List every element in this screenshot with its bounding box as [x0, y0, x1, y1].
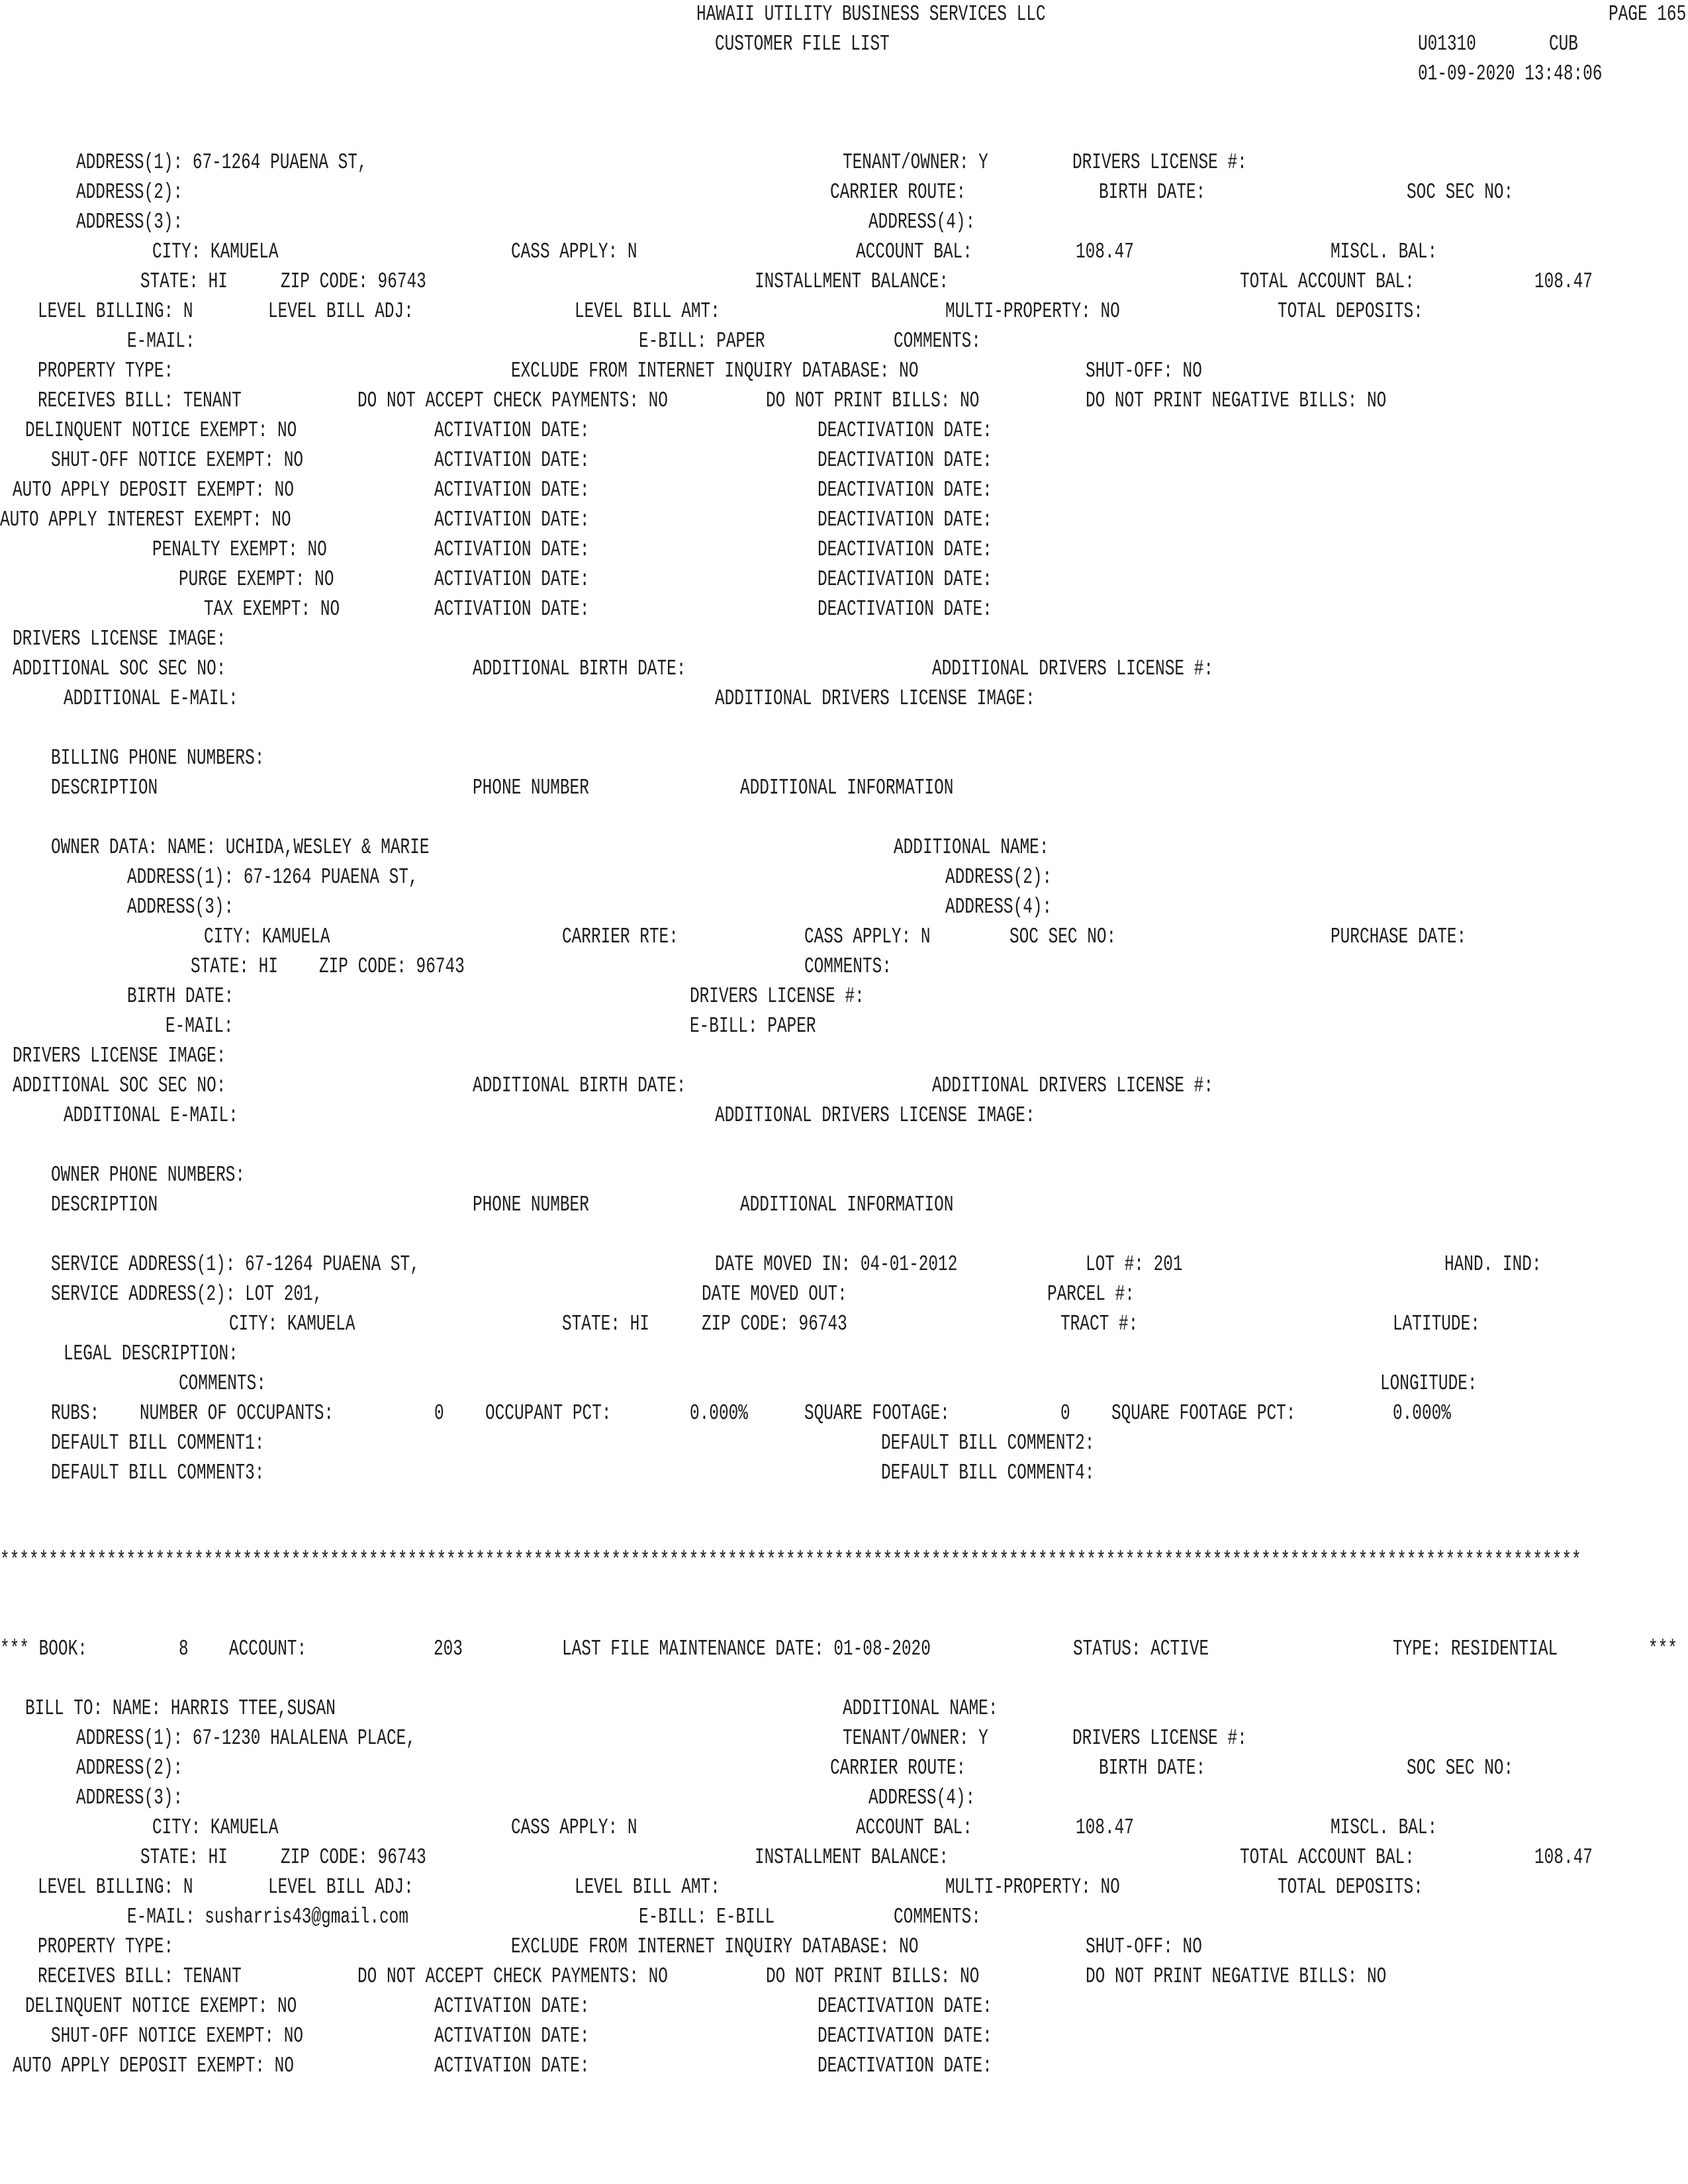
report-field: 0.000% — [1393, 1401, 1451, 1426]
report-line — [0, 1459, 1688, 1488]
report-field: COMMENTS: — [179, 1371, 266, 1396]
report-field: RECEIVES BILL: TENANT — [38, 1964, 242, 1989]
report-field: DRIVERS LICENSE IMAGE: — [13, 627, 226, 651]
report-field: RUBS: — [51, 1401, 100, 1426]
report-field: MISCL. BAL: — [1331, 240, 1438, 264]
report-field: SHUT-OFF NOTICE EXEMPT: NO — [51, 448, 304, 473]
report-field: DEACTIVATION DATE: — [818, 1994, 992, 2019]
report-field: LEVEL BILL ADJ: — [268, 1875, 414, 1899]
report-field: DEACTIVATION DATE: — [818, 597, 992, 621]
report-line — [0, 446, 1688, 475]
report-field: ZIP CODE: 96743 — [281, 269, 426, 294]
report-field: BIRTH DATE: — [1099, 1756, 1206, 1780]
report-field: STATUS: ACTIVE — [1073, 1637, 1209, 1661]
report-line — [0, 297, 1688, 326]
report-field: SHUT-OFF: NO — [1086, 1934, 1202, 1959]
report-field: 0 — [1060, 1401, 1070, 1426]
report-field: DEACTIVATION DATE: — [818, 508, 992, 532]
report-field: BIRTH DATE: — [1099, 180, 1206, 205]
report-field: PHONE NUMBER — [473, 1193, 589, 1217]
report-field: CASS APPLY: N — [804, 925, 931, 949]
report-field: CASS APPLY: N — [511, 240, 637, 264]
report-line — [0, 1843, 1688, 1872]
report-field: ADDRESS(3): — [127, 895, 234, 919]
report-field: E-MAIL: — [165, 1014, 234, 1038]
report-field: PHONE NUMBER — [473, 776, 589, 800]
report-field: E-BILL: PAPER — [690, 1014, 816, 1038]
report-field: CITY: KAMUELA — [152, 1815, 279, 1840]
report-field: ADDRESS(4): — [868, 1786, 976, 1810]
report-line — [0, 416, 1688, 445]
report-line — [0, 1694, 1688, 1723]
report-line — [0, 833, 1688, 862]
report-field: DO NOT PRINT NEGATIVE BILLS: NO — [1086, 388, 1387, 413]
report-field: HAWAII UTILITY BUSINESS SERVICES LLC — [696, 2, 1046, 26]
report-field: ADDITIONAL DRIVERS LICENSE IMAGE: — [715, 686, 1035, 711]
report-field: SERVICE ADDRESS(2): LOT 201, — [51, 1282, 323, 1306]
report-line — [0, 982, 1688, 1011]
report-field: DEACTIVATION DATE: — [818, 537, 992, 562]
report-field: PAGE 165 — [1609, 2, 1687, 26]
report-field: CARRIER ROUTE: — [830, 180, 966, 205]
report-field: DEACTIVATION DATE: — [818, 2024, 992, 2048]
report-field: DEFAULT BILL COMMENT4: — [881, 1461, 1095, 1485]
report-field: OWNER PHONE NUMBERS: — [51, 1163, 246, 1187]
report-field: DATE MOVED OUT: — [702, 1282, 847, 1306]
report-field: ADDRESS(2): — [76, 180, 183, 205]
report-field: STATE: HI — [191, 954, 278, 979]
report-field: STATE: HI — [562, 1312, 649, 1336]
report-field: 203 — [434, 1637, 463, 1661]
report-field: ACTIVATION DATE: — [434, 2024, 590, 2048]
report-line — [0, 1191, 1688, 1220]
report-line — [0, 208, 1688, 237]
report-field: CARRIER RTE: — [562, 925, 679, 949]
report-field: ADDITIONAL E-MAIL: — [64, 1103, 238, 1128]
report-line — [0, 2022, 1688, 2051]
report-line — [0, 1784, 1688, 1813]
report-line — [0, 1101, 1688, 1130]
report-field: DO NOT PRINT BILLS: NO — [766, 1964, 980, 1989]
report-field: RECEIVES BILL: TENANT — [38, 388, 242, 413]
report-line — [0, 1369, 1688, 1398]
report-field: DEACTIVATION DATE: — [818, 2054, 992, 2078]
report-field: SQUARE FOOTAGE PCT: — [1111, 1401, 1296, 1426]
report-line — [0, 148, 1688, 177]
report-field: STATE: HI — [140, 1845, 228, 1870]
report-field: AUTO APPLY DEPOSIT EXEMPT: NO — [13, 2054, 294, 2078]
report-field: SOC SEC NO: — [1009, 925, 1117, 949]
report-field: ACTIVATION DATE: — [434, 537, 590, 562]
report-field: ACTIVATION DATE: — [434, 478, 590, 502]
report-field: DEFAULT BILL COMMENT1: — [51, 1431, 265, 1455]
report-field: ACTIVATION DATE: — [434, 508, 590, 532]
report-field: LONGITUDE: — [1380, 1371, 1477, 1396]
report-line — [0, 744, 1688, 773]
report-field: TRACT #: — [1060, 1312, 1139, 1336]
report-field: ADDITIONAL SOC SEC NO: — [13, 1073, 226, 1098]
report-line — [0, 1340, 1688, 1369]
report-field: ADDITIONAL NAME: — [843, 1696, 998, 1721]
report-field: E-BILL: PAPER — [639, 329, 765, 353]
report-field: INSTALLMENT BALANCE: — [755, 1845, 949, 1870]
report-field: LOT #: 201 — [1086, 1252, 1183, 1277]
report-field: COMMENTS: — [894, 1905, 981, 1929]
report-field: PENALTY EXEMPT: NO — [152, 537, 327, 562]
report-field: 8 — [179, 1637, 189, 1661]
report-line — [0, 1310, 1688, 1339]
report-line — [0, 535, 1688, 565]
report-field: ******************************************************************************************************************************************************************* — [0, 1548, 1581, 1572]
report-line — [0, 1933, 1688, 1962]
report-field: COMMENTS: — [804, 954, 892, 979]
report-line — [0, 476, 1688, 505]
report-field: LEVEL BILLING: N — [38, 1875, 193, 1899]
report-field: LEVEL BILL AMT: — [575, 1875, 720, 1899]
report-field: 01-09-2020 13:48:06 — [1418, 62, 1603, 86]
report-line — [0, 387, 1688, 416]
report-field: LAST FILE MAINTENANCE DATE: 01-08-2020 — [562, 1637, 931, 1661]
report-field: SERVICE ADDRESS(1): 67-1264 PUAENA ST, — [51, 1252, 420, 1277]
report-line — [0, 1161, 1688, 1190]
report-field: AUTO APPLY INTEREST EXEMPT: NO — [0, 508, 291, 532]
report-line — [0, 595, 1688, 624]
report-field: ADDRESS(3): — [76, 210, 183, 234]
report-field: E-BILL: E-BILL — [639, 1905, 775, 1929]
report-field: TOTAL DEPOSITS: — [1278, 299, 1423, 324]
report-field: ADDITIONAL SOC SEC NO: — [13, 657, 226, 681]
report-field: ADDITIONAL DRIVERS LICENSE IMAGE: — [715, 1103, 1035, 1128]
report-field: ACTIVATION DATE: — [434, 1994, 590, 2019]
report-field: LATITUDE: — [1393, 1312, 1480, 1336]
report-field: STATE: HI — [140, 269, 228, 294]
report-field: SQUARE FOOTAGE: — [804, 1401, 950, 1426]
report-field: LEVEL BILL ADJ: — [268, 299, 414, 324]
report-field: DO NOT PRINT BILLS: NO — [766, 388, 980, 413]
report-field: SOC SEC NO: — [1407, 1756, 1514, 1780]
report-line — [0, 952, 1688, 981]
report-field: MULTI-PROPERTY: NO — [945, 1875, 1120, 1899]
report-line — [0, 1962, 1688, 1991]
report-field: PROPERTY TYPE: — [38, 1934, 174, 1959]
report-field: ADDITIONAL BIRTH DATE: — [473, 657, 686, 681]
report-field: 0.000% — [690, 1401, 748, 1426]
report-field: ACTIVATION DATE: — [434, 567, 590, 592]
report-field: ACTIVATION DATE: — [434, 418, 590, 443]
report-field: SHUT-OFF: NO — [1086, 359, 1202, 383]
report-line — [0, 1399, 1688, 1428]
report-field: PROPERTY TYPE: — [38, 359, 174, 383]
report-field: DELINQUENT NOTICE EXEMPT: NO — [25, 1994, 297, 2019]
report-field: BILL TO: NAME: HARRIS TTEE,SUSAN — [25, 1696, 336, 1721]
report-field: ADDRESS(1): 67-1264 PUAENA ST, — [127, 865, 418, 889]
report-field: EXCLUDE FROM INTERNET INQUIRY DATABASE: NO — [511, 1934, 919, 1959]
report-line — [0, 1280, 1688, 1309]
report-line — [0, 1754, 1688, 1783]
report-line — [0, 1042, 1688, 1071]
report-line — [0, 357, 1688, 386]
report-field: TOTAL DEPOSITS: — [1278, 1875, 1423, 1899]
report-field: DEFAULT BILL COMMENT2: — [881, 1431, 1095, 1455]
report-field: DESCRIPTION — [51, 1193, 158, 1217]
report-field: MISCL. BAL: — [1331, 1815, 1438, 1840]
report-field: ZIP CODE: 96743 — [281, 1845, 426, 1870]
report-field: ZIP CODE: 96743 — [319, 954, 465, 979]
report-field: ADDITIONAL E-MAIL: — [64, 686, 238, 711]
report-line — [0, 30, 1688, 59]
report-field: ACCOUNT BAL: — [856, 1815, 972, 1840]
report-field: DRIVERS LICENSE #: — [690, 984, 865, 1009]
report-field: ADDRESS(3): — [76, 1786, 183, 1810]
report-field: 108.47 — [1534, 269, 1593, 294]
report-line — [0, 0, 1688, 29]
report-field: ADDITIONAL DRIVERS LICENSE #: — [932, 1073, 1213, 1098]
report-field: LEGAL DESCRIPTION: — [64, 1342, 238, 1366]
report-line — [0, 178, 1688, 207]
report-field: LEVEL BILLING: N — [38, 299, 193, 324]
report-field: ADDITIONAL BIRTH DATE: — [473, 1073, 686, 1098]
report-line — [0, 1903, 1688, 1932]
report-field: TOTAL ACCOUNT BAL: — [1240, 269, 1415, 294]
report-field: ZIP CODE: 96743 — [702, 1312, 847, 1336]
report-field: 108.47 — [1076, 1815, 1134, 1840]
report-field: DEACTIVATION DATE: — [818, 418, 992, 443]
report-field: TENANT/OWNER: Y — [843, 1726, 988, 1751]
report-field: CITY: KAMUELA — [152, 240, 279, 264]
report-line — [0, 60, 1688, 89]
report-line — [0, 684, 1688, 713]
report-field: LEVEL BILL AMT: — [575, 299, 720, 324]
report-field: DEACTIVATION DATE: — [818, 567, 992, 592]
report-line — [0, 1429, 1688, 1458]
report-field: NUMBER OF OCCUPANTS: — [140, 1401, 334, 1426]
report-field: ACTIVATION DATE: — [434, 448, 590, 473]
report-field: COMMENTS: — [894, 329, 981, 353]
report-field: ADDITIONAL INFORMATION — [740, 776, 954, 800]
report-line — [0, 863, 1688, 892]
report-field: ADDRESS(2): — [945, 865, 1053, 889]
report-line — [0, 1992, 1688, 2021]
report-field: ADDRESS(1): 67-1230 HALALENA PLACE, — [76, 1726, 416, 1751]
report-line — [0, 565, 1688, 594]
report-field: *** — [1648, 1637, 1677, 1661]
report-field: DO NOT PRINT NEGATIVE BILLS: NO — [1086, 1964, 1387, 1989]
report-field: E-MAIL: susharris43@gmail.com — [127, 1905, 408, 1929]
report-field: ADDRESS(2): — [76, 1756, 183, 1780]
report-field: DO NOT ACCEPT CHECK PAYMENTS: NO — [357, 1964, 668, 1989]
report-line — [0, 2052, 1688, 2081]
report-field: ACCOUNT BAL: — [856, 240, 972, 264]
report-field: ADDRESS(4): — [868, 210, 976, 234]
report-field: DEACTIVATION DATE: — [818, 478, 992, 502]
report-line — [0, 923, 1688, 952]
report-field: DEFAULT BILL COMMENT3: — [51, 1461, 265, 1485]
report-line — [0, 1724, 1688, 1753]
report-field: OCCUPANT PCT: — [485, 1401, 612, 1426]
report-line — [0, 1635, 1688, 1664]
report-field: CITY: KAMUELA — [204, 925, 330, 949]
report-field: 0 — [434, 1401, 444, 1426]
report-field: TAX EXEMPT: NO — [204, 597, 340, 621]
report-field: TYPE: RESIDENTIAL — [1393, 1637, 1558, 1661]
report-field: ADDITIONAL DRIVERS LICENSE #: — [932, 657, 1213, 681]
report-field: ADDITIONAL INFORMATION — [740, 1193, 954, 1217]
report-field: PURCHASE DATE: — [1331, 925, 1467, 949]
report-field: ADDRESS(4): — [945, 895, 1053, 919]
report-line — [0, 655, 1688, 684]
report-line — [0, 1250, 1688, 1279]
report-line — [0, 1873, 1688, 1902]
report-field: DRIVERS LICENSE #: — [1072, 150, 1247, 175]
report-field: CUSTOMER FILE LIST — [715, 32, 890, 56]
report-field: BILLING PHONE NUMBERS: — [51, 746, 265, 770]
report-field: EXCLUDE FROM INTERNET INQUIRY DATABASE: NO — [511, 359, 919, 383]
report-field: MULTI-PROPERTY: NO — [945, 299, 1120, 324]
report-field: E-MAIL: — [127, 329, 195, 353]
report-field: ACTIVATION DATE: — [434, 597, 590, 621]
report-field: CITY: KAMUELA — [229, 1312, 355, 1336]
report-field: CASS APPLY: N — [511, 1815, 637, 1840]
report-field: TOTAL ACCOUNT BAL: — [1240, 1845, 1415, 1870]
report-line — [0, 1071, 1688, 1101]
report-field: PARCEL #: — [1047, 1282, 1135, 1306]
report-field: *** BOOK: — [0, 1637, 87, 1661]
report-field: DRIVERS LICENSE IMAGE: — [13, 1044, 226, 1068]
report-line — [0, 774, 1688, 803]
report-field: DRIVERS LICENSE #: — [1072, 1726, 1247, 1751]
report-line — [0, 327, 1688, 356]
report-field: DO NOT ACCEPT CHECK PAYMENTS: NO — [357, 388, 668, 413]
report-line — [0, 1546, 1688, 1575]
report-line — [0, 625, 1688, 654]
report-field: AUTO APPLY DEPOSIT EXEMPT: NO — [13, 478, 294, 502]
report-field: SHUT-OFF NOTICE EXEMPT: NO — [51, 2024, 304, 2048]
report-field: U01310 — [1418, 32, 1476, 56]
report-field: HAND. IND: — [1444, 1252, 1542, 1277]
report-field: BIRTH DATE: — [127, 984, 234, 1009]
report-line — [0, 267, 1688, 296]
report-field: INSTALLMENT BALANCE: — [755, 269, 949, 294]
report-line — [0, 893, 1688, 922]
report-field: DESCRIPTION — [51, 776, 158, 800]
report-field: 108.47 — [1534, 1845, 1593, 1870]
report-line — [0, 238, 1688, 267]
report-line — [0, 1813, 1688, 1843]
report-line — [0, 506, 1688, 535]
report-field: CUB — [1549, 32, 1578, 56]
report-field: SOC SEC NO: — [1407, 180, 1514, 205]
report-field: ACTIVATION DATE: — [434, 2054, 590, 2078]
report-field: CARRIER ROUTE: — [830, 1756, 966, 1780]
report-field: ADDRESS(1): 67-1264 PUAENA ST, — [76, 150, 367, 175]
report-field: DEACTIVATION DATE: — [818, 448, 992, 473]
report-field: OWNER DATA: NAME: UCHIDA,WESLEY & MARIE — [51, 835, 430, 860]
report-field: DELINQUENT NOTICE EXEMPT: NO — [25, 418, 297, 443]
report-field: ACCOUNT: — [229, 1637, 307, 1661]
report-field: PURGE EXEMPT: NO — [179, 567, 334, 592]
report-field: ADDITIONAL NAME: — [894, 835, 1049, 860]
report-line — [0, 1012, 1688, 1041]
report-field: DATE MOVED IN: 04-01-2012 — [715, 1252, 958, 1277]
report-field: TENANT/OWNER: Y — [843, 150, 988, 175]
report-field: 108.47 — [1076, 240, 1134, 264]
